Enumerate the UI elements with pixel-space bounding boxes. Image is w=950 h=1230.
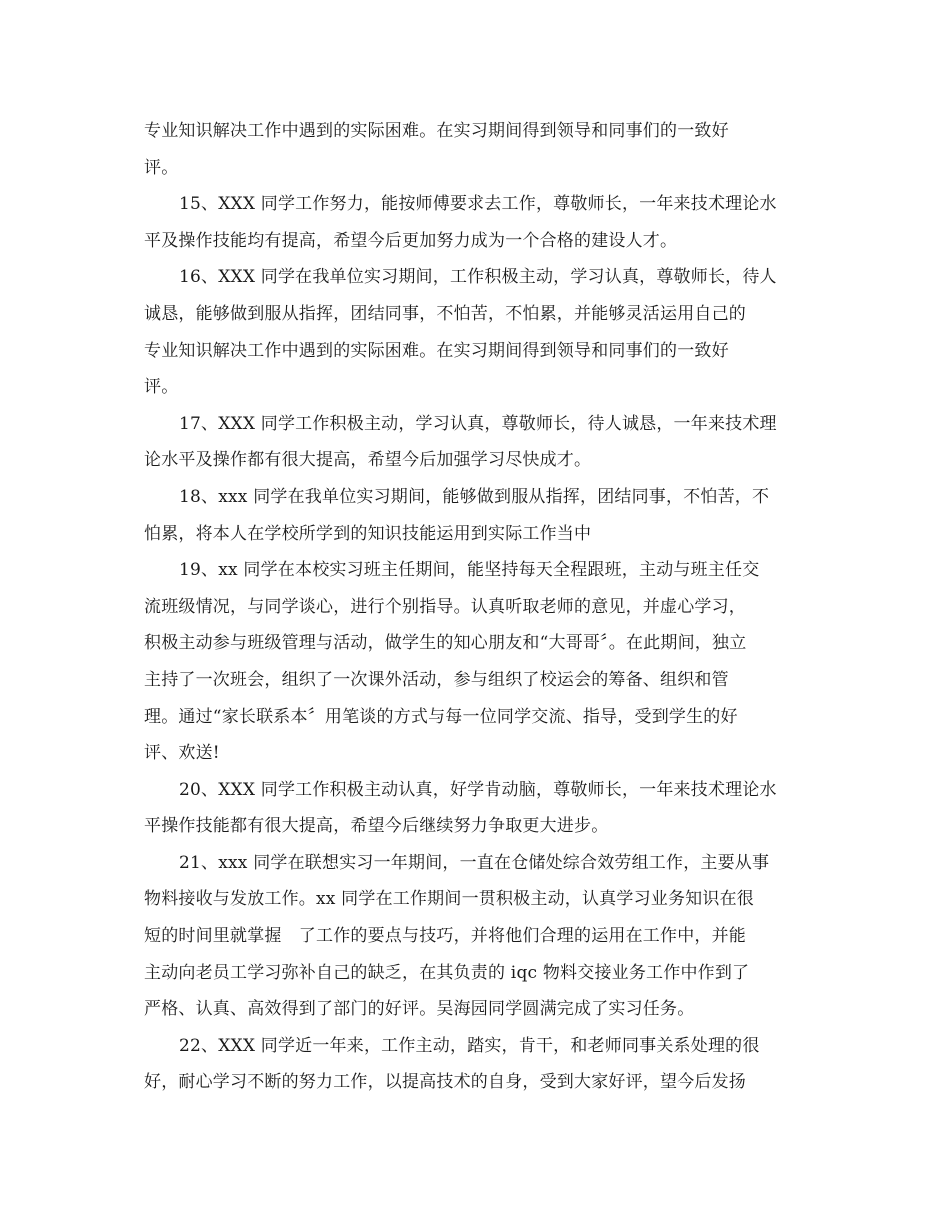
text-line: 主持了一次班会，组织了一次课外活动，参与组织了校运会的筹备、组织和管 [144, 669, 729, 690]
text-line: 怕累，将本人在学校所学到的知识技能运用到实际工作当中 [144, 523, 592, 544]
text-line: 专业知识解决工作中遇到的实际困难。在实习期间得到领导和同事们的一致好 [144, 121, 729, 141]
text-line: 平及操作技能均有提高，希望今后更加努力成为一个合格的建设人才。 [144, 230, 678, 251]
text-line: 专业知识解决工作中遇到的实际困难。在实习期间得到领导和同事们的一致好 [144, 340, 729, 361]
text-line: 积极主动参与班级管理与活动，做学生的知心朋友和“大哥哥〞。在此期间，独立 [144, 633, 747, 654]
text-line: 好，耐心学习不断的努力工作，以提高技术的自身，受到大家好评，望今后发扬 [144, 1072, 746, 1093]
paragraph-start-18: 18、xxx 同学在我单位实习期间，能够做到服从指挥，团结同事，不怕苦，不 [179, 486, 770, 507]
paragraph-start-15: 15、XXX 同学工作努力，能按师傅要求去工作，尊敬师长，一年来技术理论水 [179, 194, 777, 215]
text-line: 严格、认真、高效得到了部门的好评。吴海园同学圆满完成了实习任务。 [144, 999, 695, 1020]
paragraph-start-22: 22、XXX 同学近一年来，工作主动，踏实，肯干，和老师同事关系处理的很 [179, 1035, 760, 1056]
text-line: 平操作技能都有很大提高，希望今后继续努力争取更大进步。 [144, 816, 609, 837]
paragraph-start-19: 19、xx 同学在本校实习班主任期间，能坚持每天全程跟班，主动与班主任交 [179, 560, 760, 581]
text-line: 评。 [144, 377, 179, 398]
text-line: 理。通过“家长联系本〞用笔谈的方式与每一位同学交流、指导，受到学生的好 [144, 706, 738, 727]
paragraph-start-20: 20、XXX 同学工作积极主动认真，好学肯动脑，尊敬师长，一年来技术理论水 [179, 779, 777, 800]
paragraph-start-16: 16、XXX 同学在我单位实习期间，工作积极主动，学习认真，尊敬师长，待人 [179, 267, 777, 288]
document-body [144, 113, 810, 1101]
paragraph-start-17: 17、XXX 同学工作积极主动，学习认真，尊敬师长，待人诚恳，一年来技术理 [179, 413, 777, 434]
text-line: 主动向老员工学习弥补自己的缺乏，在其负责的 iqc 物料交接业务工作中作到了 [144, 962, 750, 983]
text-line: 流班级情况，与同学谈心，进行个别指导。认真听取老师的意见，并虚心学习， [144, 596, 746, 617]
text-line: 短的时间里就掌握 了工作的要点与技巧，并将他们合理的运用在工作中，并能 [144, 926, 746, 947]
text-line: 诚恳，能够做到服从指挥，团结同事，不怕苦，不怕累，并能够灵活运用自己的 [144, 303, 746, 324]
text-line: 物料接收与发放工作。xx 同学在工作期间一贯积极主动，认真学习业务知识在很 [144, 889, 754, 910]
text-line: 评、欢送! [144, 743, 220, 764]
text-line: 评。 [144, 157, 179, 178]
text-line: 论水平及操作都有很大提高，希望今后加强学习尽快成才。 [144, 450, 592, 471]
paragraph-start-21: 21、xxx 同学在联想实习一年期间，一直在仓储处综合效劳组工作，主要从事 [179, 852, 770, 873]
